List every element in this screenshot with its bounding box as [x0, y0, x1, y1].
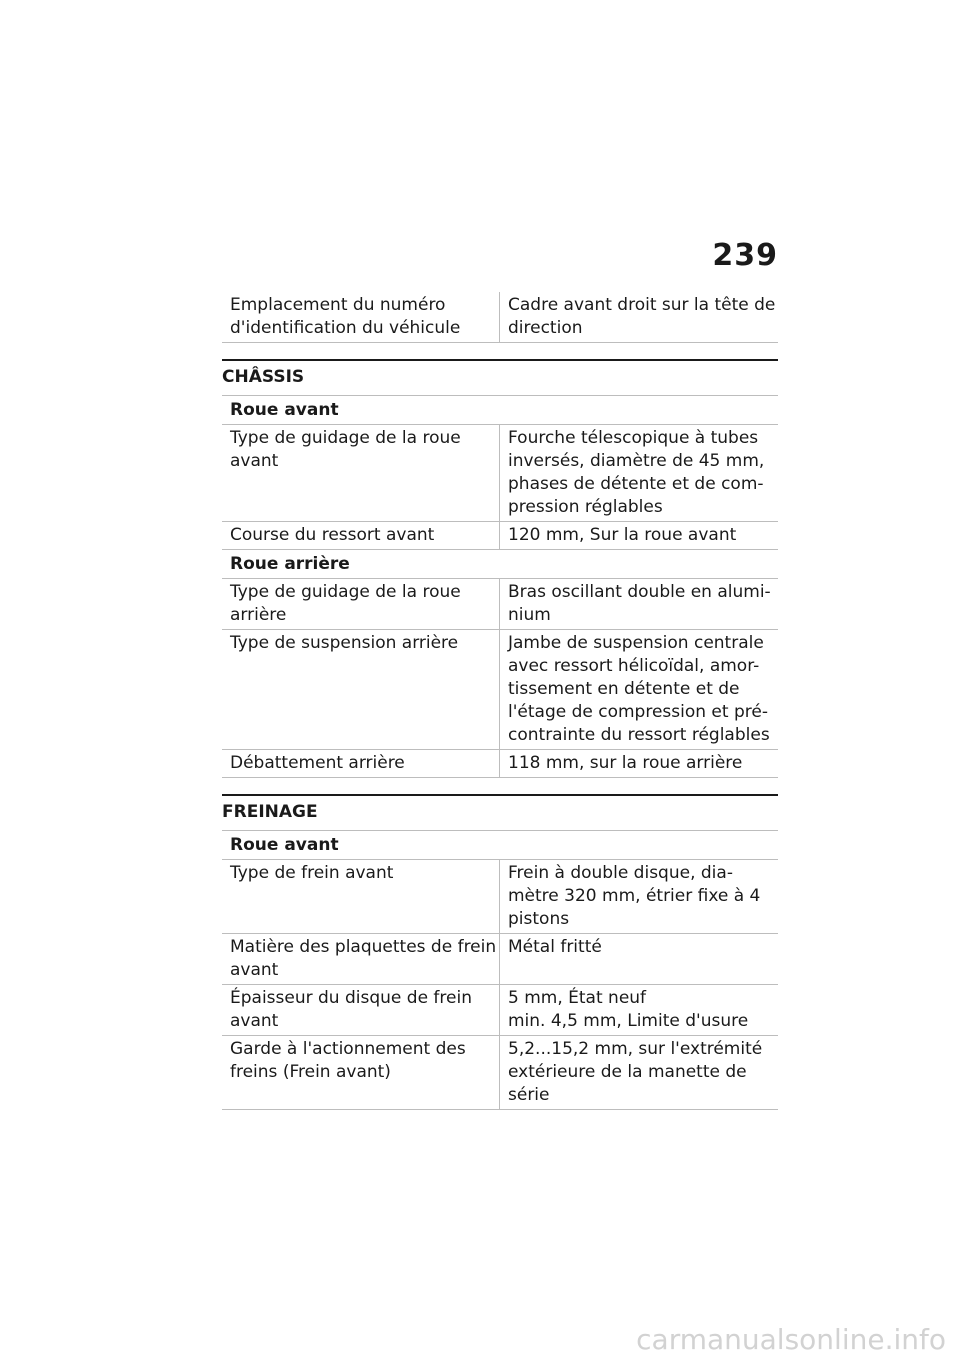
page-number: 239 [712, 238, 778, 273]
section-title-chassis: CHÂSSIS [222, 359, 778, 396]
row-value: Fourche télescopique à tubes inversés, diamètre de 45 mm, phases de détente et de com-pression réglables [500, 425, 779, 522]
row-value: 120 mm, Sur la roue avant [500, 522, 779, 550]
row-value [500, 985, 779, 1036]
table-row [222, 1036, 778, 1110]
spec-content [222, 292, 778, 1110]
watermark: carmanualsonline.info [636, 1323, 946, 1356]
row-value: 118 mm, sur la roue arrière [500, 750, 779, 778]
table-row [222, 860, 778, 934]
row-label: Épaisseur du disque de frein avant [222, 985, 500, 1036]
table-row [222, 630, 778, 750]
subhead-rear-wheel: Roue arrière [222, 550, 778, 579]
row-value-line: min. 4,5 mm, Limite d'usure [508, 1011, 749, 1031]
row-value: Jambe de suspension centrale avec ressort hélicoïdal, amor-tissement en détente et de l'étage de compression et pré-contrainte du ressort réglables [500, 630, 779, 750]
section-title-brakes: FREINAGE [222, 794, 778, 831]
brakes-table [222, 831, 778, 1110]
row-label: Course du ressort avant [222, 522, 500, 550]
table-row [222, 522, 778, 550]
subhead-row [222, 831, 778, 860]
table-row [222, 985, 778, 1036]
vin-table [222, 292, 778, 343]
subhead-front-wheel: Roue avant [222, 831, 778, 860]
subhead-row [222, 550, 778, 579]
row-value: Métal fritté [500, 934, 779, 985]
chassis-table [222, 396, 778, 778]
row-value: Frein à double disque, dia-mètre 320 mm, étrier fixe à 4 pistons [500, 860, 779, 934]
row-label: Débattement arrière [222, 750, 500, 778]
row-label: Type de suspension arrière [222, 630, 500, 750]
row-label: Garde à l'actionnement des freins (Frein avant) [222, 1036, 500, 1110]
table-row [222, 579, 778, 630]
table-row [222, 292, 778, 343]
row-label: Type de guidage de la roue arrière [222, 579, 500, 630]
subhead-front-wheel: Roue avant [222, 396, 778, 425]
table-row [222, 750, 778, 778]
row-label: Type de guidage de la roue avant [222, 425, 500, 522]
subhead-row [222, 396, 778, 425]
table-row [222, 934, 778, 985]
row-value: 5,2...15,2 mm, sur l'extrémité extérieure de la manette de série [500, 1036, 779, 1110]
row-value-line: 5 mm, État neuf [508, 988, 647, 1008]
table-row [222, 425, 778, 522]
row-value: Cadre avant droit sur la tête de direction [500, 292, 779, 343]
row-label: Type de frein avant [222, 860, 500, 934]
row-label: Matière des plaquettes de frein avant [222, 934, 500, 985]
row-label: Emplacement du numéro d'identification du véhicule [222, 292, 500, 343]
row-value: Bras oscillant double en alumi-nium [500, 579, 779, 630]
